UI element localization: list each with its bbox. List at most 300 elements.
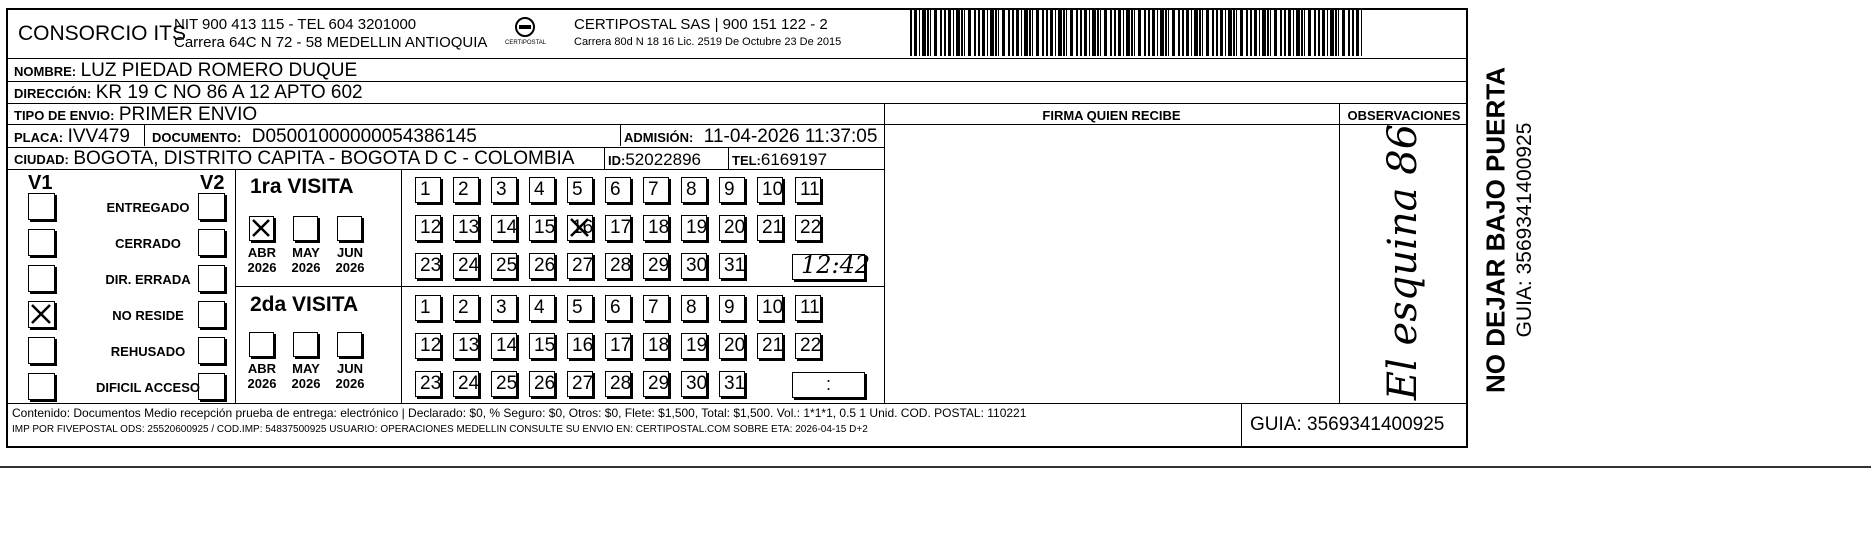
barcode-bar: [1070, 10, 1073, 56]
barcode-bar: [1304, 10, 1305, 56]
barcode-bar: [1322, 10, 1325, 56]
day-number: 18: [648, 335, 670, 356]
day-cell[interactable]: [415, 253, 441, 279]
day-cell[interactable]: [605, 295, 631, 321]
barcode-bar: [1050, 10, 1053, 56]
first-visit-time: 12:42: [801, 251, 871, 279]
day-cell[interactable]: [605, 253, 631, 279]
barcode-bar: [1160, 10, 1164, 56]
id-label: ID:: [608, 153, 626, 168]
barcode-bar: [934, 10, 937, 56]
month-checkbox[interactable]: [249, 332, 274, 357]
day-number: 8: [686, 297, 697, 318]
day-number: 2: [458, 179, 469, 200]
barcode-bar: [1348, 10, 1350, 56]
v2-checkbox[interactable]: [198, 337, 225, 364]
day-number: 13: [458, 217, 480, 238]
day-number: 11: [800, 179, 820, 200]
day-cell[interactable]: [491, 215, 517, 241]
day-cell[interactable]: [491, 177, 517, 203]
divider: [728, 147, 729, 169]
day-number: 19: [686, 217, 708, 238]
barcode-bar: [1131, 10, 1133, 56]
barcode-bar: [974, 10, 976, 56]
carrier-info: CERTIPOSTAL SAS | 900 151 122 - 2: [574, 16, 828, 33]
day-number: 10: [762, 179, 784, 200]
reason-label: REHUSADO: [110, 344, 186, 359]
day-cell[interactable]: [681, 295, 707, 321]
month-checkbox[interactable]: [293, 332, 318, 357]
day-cell[interactable]: [529, 371, 555, 397]
documento-value: D05001000000054386145: [251, 126, 477, 147]
barcode-bar: [968, 10, 971, 56]
day-cell[interactable]: [529, 333, 555, 359]
barcode-bar: [1335, 10, 1337, 56]
day-number: 23: [420, 373, 442, 394]
day-cell[interactable]: [491, 333, 517, 359]
placa-label: PLACA:: [14, 130, 64, 145]
barcode-bar: [940, 10, 942, 56]
barcode-bar: [1199, 10, 1201, 56]
day-number: 2: [458, 297, 469, 318]
x-mark-icon: [250, 217, 273, 240]
day-cell[interactable]: [491, 295, 517, 321]
day-number: 6: [610, 179, 621, 200]
v2-checkbox[interactable]: [198, 301, 225, 328]
barcode-bar: [1233, 10, 1235, 56]
day-number: 9: [724, 297, 735, 318]
firma-label: FIRMA QUIEN RECIBE: [1042, 108, 1181, 123]
tel-row: [732, 150, 827, 170]
barcode-bar: [1178, 10, 1180, 56]
barcode-bar: [1236, 10, 1237, 56]
barcode-bar: [1036, 10, 1039, 56]
barcode-bar: [1202, 10, 1203, 56]
day-cell[interactable]: [529, 295, 555, 321]
day-cell[interactable]: [567, 295, 593, 321]
second-visit-time: :: [825, 374, 831, 394]
day-number: 16: [572, 335, 594, 356]
nombre-label: NOMBRE:: [14, 64, 77, 79]
day-cell[interactable]: [757, 177, 783, 203]
day-number: 27: [572, 373, 594, 394]
barcode-bar: [1126, 10, 1130, 56]
day-cell[interactable]: [719, 295, 745, 321]
barcode-bar: [990, 10, 994, 56]
day-cell[interactable]: [529, 215, 555, 241]
day-cell[interactable]: [605, 371, 631, 397]
day-cell[interactable]: [605, 177, 631, 203]
day-cell[interactable]: [681, 215, 707, 241]
barcode-bar: [1032, 10, 1033, 56]
barcode-bar: [1029, 10, 1031, 56]
barcode-bar: [1134, 10, 1135, 56]
day-cell[interactable]: [795, 295, 821, 321]
barcode-bar: [1254, 10, 1257, 56]
company-nit: NIT 900 413 115 - TEL 604 3201000: [174, 16, 417, 33]
signature-area: [886, 126, 1338, 402]
barcode-bar: [1042, 10, 1044, 56]
day-cell[interactable]: [719, 371, 745, 397]
divider: [6, 58, 1468, 59]
year-label: 2026: [291, 376, 321, 391]
barcode-bar: [1002, 10, 1005, 56]
barcode-bar: [1076, 10, 1078, 56]
v2-label: V2: [200, 172, 225, 194]
day-cell[interactable]: [681, 371, 707, 397]
month-label: MAY: [292, 245, 320, 260]
documento-row: [152, 126, 477, 148]
barcode-bar: [1220, 10, 1223, 56]
year-label: 2026: [291, 260, 321, 275]
barcode-bar: [1356, 10, 1359, 56]
month-checkbox[interactable]: [293, 216, 318, 241]
day-cell[interactable]: [719, 253, 745, 279]
barcode-bar: [1021, 10, 1022, 56]
barcode-bar: [1144, 10, 1146, 56]
divider: [144, 124, 145, 146]
barcode-bar: [982, 10, 985, 56]
v1-checkbox[interactable]: [28, 373, 55, 400]
company-address: Carrera 64C N 72 - 58 MEDELLIN ANTIOQUIA: [174, 34, 488, 51]
day-cell[interactable]: [757, 215, 783, 241]
barcode-bar: [1165, 10, 1167, 56]
reason-label: DIR. ERRADA: [105, 272, 191, 287]
day-number: 19: [686, 335, 708, 356]
year-label: 2026: [247, 260, 277, 275]
day-cell[interactable]: [529, 177, 555, 203]
tipo-envio-label: TIPO DE ENVIO:: [14, 108, 115, 123]
year-label: 2026: [335, 376, 365, 391]
day-number: 21: [762, 217, 784, 238]
day-cell[interactable]: [567, 253, 593, 279]
barcode-bar: [1314, 10, 1316, 56]
second-visit-time-box[interactable]: [792, 372, 865, 398]
divider: [1241, 403, 1242, 447]
ciudad-value: BOGOTA, DISTRITO CAPITA - BOGOTA D C - COLOMBIA: [73, 148, 575, 169]
direccion-row: [14, 82, 363, 104]
day-number: 14: [496, 335, 518, 356]
day-number: 25: [496, 255, 518, 276]
divider: [620, 124, 621, 146]
day-cell[interactable]: [757, 333, 783, 359]
barcode-bar: [1063, 10, 1065, 56]
day-cell[interactable]: [415, 215, 441, 241]
day-number: 16: [572, 217, 594, 238]
certipostal-logo-icon: [505, 15, 545, 51]
day-number: 8: [686, 179, 697, 200]
barcode-bar: [1267, 10, 1269, 56]
barcode-bar: [1206, 10, 1209, 56]
barcode-bar: [1046, 10, 1048, 56]
v2-checkbox[interactable]: [198, 229, 225, 256]
barcode-bar: [998, 10, 999, 56]
v1-checkbox[interactable]: [28, 301, 55, 328]
first-visit-title: 1ra VISITA: [250, 175, 354, 198]
v1-checkbox[interactable]: [28, 193, 55, 220]
v1-checkbox[interactable]: [28, 229, 55, 256]
day-number: 9: [724, 179, 735, 200]
barcode-bar: [1330, 10, 1334, 56]
barcode-bar: [1212, 10, 1214, 56]
barcode-bar: [1084, 10, 1087, 56]
day-number: 23: [420, 255, 442, 276]
day-cell[interactable]: [757, 295, 783, 321]
day-number: 28: [610, 255, 632, 276]
reason-label: CERRADO: [115, 236, 181, 251]
v1-label: V1: [28, 172, 53, 194]
observaciones-handwritten: El esquina 86: [1380, 123, 1426, 401]
v2-checkbox[interactable]: [198, 373, 225, 400]
day-cell[interactable]: [567, 215, 593, 241]
day-number: 11: [800, 297, 820, 318]
nombre-row: [14, 60, 357, 82]
barcode-bar: [919, 10, 920, 56]
day-cell[interactable]: [415, 177, 441, 203]
nombre-value: LUZ PIEDAD ROMERO DUQUE: [80, 60, 358, 81]
tel-value: 6169197: [760, 150, 828, 169]
day-cell[interactable]: [453, 177, 479, 203]
day-cell[interactable]: [643, 177, 669, 203]
day-cell[interactable]: [681, 333, 707, 359]
day-number: 22: [800, 217, 822, 238]
x-mark-icon: [568, 216, 592, 240]
day-number: 29: [648, 255, 670, 276]
barcode-bar: [1246, 10, 1248, 56]
barcode-bar: [944, 10, 946, 56]
day-cell[interactable]: [567, 371, 593, 397]
no-dejar-bajo-puerta: NO DEJAR BAJO PUERTA: [1480, 66, 1511, 394]
day-number: 24: [458, 255, 480, 276]
barcode-bar: [1092, 10, 1096, 56]
barcode-bar: [1270, 10, 1271, 56]
day-number: 12: [420, 335, 442, 356]
day-cell[interactable]: [681, 177, 707, 203]
day-cell[interactable]: [681, 253, 707, 279]
barcode-bar: [1361, 10, 1362, 56]
month-checkbox[interactable]: [337, 216, 362, 241]
day-number: 30: [686, 373, 708, 394]
month-checkbox[interactable]: [249, 216, 274, 241]
barcode-bar: [1157, 10, 1158, 56]
day-number: 5: [572, 297, 583, 318]
day-cell[interactable]: [415, 371, 441, 397]
divider: [6, 124, 1468, 125]
barcode-bar: [922, 10, 926, 56]
day-cell[interactable]: [795, 177, 821, 203]
day-cell[interactable]: [605, 333, 631, 359]
ciudad-label: CIUDAD:: [14, 152, 69, 167]
placa-value: IVV479: [67, 126, 130, 147]
v1-checkbox[interactable]: [28, 265, 55, 292]
barcode-bar: [927, 10, 929, 56]
day-number: 12: [420, 217, 442, 238]
barcode-bar: [1114, 10, 1116, 56]
day-cell[interactable]: [453, 253, 479, 279]
barcode-bar: [1288, 10, 1291, 56]
day-number: 7: [648, 179, 659, 200]
footer-print-info: IMP POR FIVEPOSTAL ODS: 25520600925 / COD.IMP: 54837500925 USUARIO: OPERACIONES MEDELLIN CONSULTE SU ENVIO EN: CERTIPOSTAL.COM SOBRE ETA: 2026-04-15 D+2: [12, 424, 868, 435]
barcode-bar: [1191, 10, 1192, 56]
month-label: ABR: [247, 245, 277, 260]
barcode-bar: [1342, 10, 1345, 56]
month-label: ABR: [247, 361, 277, 376]
barcode-bar: [1080, 10, 1082, 56]
barcode-bar: [1228, 10, 1232, 56]
day-number: 20: [724, 335, 746, 356]
day-number: 15: [534, 217, 556, 238]
day-number: 26: [534, 373, 556, 394]
reason-label: NO RESIDE: [112, 308, 184, 323]
tel-label: TEL:: [732, 153, 761, 168]
logo-caption: CERTIPOSTAL: [505, 40, 547, 46]
day-cell[interactable]: [453, 333, 479, 359]
direccion-label: DIRECCIÓN:: [14, 86, 92, 101]
day-number: 24: [458, 373, 480, 394]
day-cell[interactable]: [643, 215, 669, 241]
day-number: 25: [496, 373, 518, 394]
tipo-envio-row: [14, 104, 257, 126]
ciudad-row: [14, 148, 574, 170]
placa-row: [14, 126, 130, 148]
day-cell[interactable]: [453, 215, 479, 241]
barcode-bar: [1240, 10, 1243, 56]
carrier-license: Carrera 80d N 18 16 Lic. 2519 De Octubre 23 De 2015: [574, 36, 842, 48]
barcode-bar: [1186, 10, 1189, 56]
day-number: 31: [724, 373, 746, 394]
admision-value: 11-04-2026 11:37:05: [703, 126, 878, 147]
barcode-bar: [1172, 10, 1175, 56]
divider: [6, 169, 884, 170]
day-number: 14: [496, 217, 518, 238]
day-cell[interactable]: [529, 253, 555, 279]
day-number: 7: [648, 297, 659, 318]
barcode: [910, 10, 1366, 56]
footer-content: Contenido: Documentos Medio recepción prueba de entrega: electrónico | Declarado: $0, % Seguro: $0, Otros: $0, Flete: $1,500, Total: $1,500. Vol.: 1*1*1, 0.5 1 Unid. COD. POSTAL: 110221: [12, 406, 1027, 420]
v2-checkbox[interactable]: [198, 265, 225, 292]
day-number: 3: [496, 297, 507, 318]
barcode-bar: [1089, 10, 1090, 56]
barcode-bar: [1338, 10, 1339, 56]
day-number: 6: [610, 297, 621, 318]
second-visit-title: 2da VISITA: [250, 293, 359, 316]
month-label: JUN: [336, 361, 363, 376]
day-number: 26: [534, 255, 556, 276]
barcode-bar: [987, 10, 988, 56]
barcode-bar: [1168, 10, 1169, 56]
day-number: 5: [572, 179, 583, 200]
barcode-bar: [1262, 10, 1266, 56]
barcode-bar: [1118, 10, 1121, 56]
barcode-bar: [1100, 10, 1101, 56]
day-cell[interactable]: [719, 333, 745, 359]
barcode-bar: [1259, 10, 1260, 56]
barcode-bar: [1058, 10, 1062, 56]
admision-row: [624, 126, 877, 148]
divider: [604, 147, 605, 169]
barcode-bar: [1012, 10, 1014, 56]
barcode-bar: [1055, 10, 1056, 56]
barcode-bar: [930, 10, 931, 56]
day-cell[interactable]: [491, 253, 517, 279]
day-cell[interactable]: [453, 295, 479, 321]
barcode-bar: [978, 10, 980, 56]
barcode-bar: [1296, 10, 1300, 56]
day-cell[interactable]: [643, 295, 669, 321]
barcode-bar: [1274, 10, 1277, 56]
barcode-bar: [1182, 10, 1184, 56]
barcode-bar: [956, 10, 960, 56]
divider: [6, 403, 1468, 404]
divider: [1339, 103, 1340, 403]
day-cell[interactable]: [719, 177, 745, 203]
day-cell[interactable]: [605, 215, 631, 241]
day-cell[interactable]: [491, 371, 517, 397]
day-number: 4: [534, 179, 545, 200]
year-label: 2026: [335, 260, 365, 275]
documento-label: DOCUMENTO:: [152, 130, 242, 145]
barcode-bar: [1152, 10, 1155, 56]
day-cell[interactable]: [719, 215, 745, 241]
day-number: 4: [534, 297, 545, 318]
day-cell[interactable]: [415, 333, 441, 359]
day-cell[interactable]: [643, 371, 669, 397]
year-label: 2026: [247, 376, 277, 391]
barcode-bar: [1225, 10, 1226, 56]
v1-checkbox[interactable]: [28, 337, 55, 364]
first-visit-time-box[interactable]: [792, 251, 871, 280]
day-cell[interactable]: [567, 177, 593, 203]
day-number: 1: [420, 179, 431, 200]
barcode-bar: [1327, 10, 1328, 56]
day-number: 17: [610, 217, 632, 238]
day-cell[interactable]: [795, 333, 821, 359]
barcode-bar: [1352, 10, 1354, 56]
day-number: 30: [686, 255, 708, 276]
barcode-bar: [1016, 10, 1019, 56]
day-number: 28: [610, 373, 632, 394]
v2-checkbox[interactable]: [198, 193, 225, 220]
day-number: 18: [648, 217, 670, 238]
footer-guia: GUIA: 3569341400925: [1250, 414, 1445, 435]
barcode-bar: [1293, 10, 1294, 56]
barcode-bar: [948, 10, 951, 56]
day-cell[interactable]: [643, 253, 669, 279]
side-guia: GUIA: 3569341400925: [1513, 122, 1536, 338]
day-number: 31: [724, 255, 746, 276]
day-number: 27: [572, 255, 594, 276]
company-name: CONSORCIO ITS: [18, 22, 187, 45]
month-checkbox[interactable]: [337, 332, 362, 357]
barcode-bar: [1097, 10, 1099, 56]
barcode-bar: [1024, 10, 1028, 56]
day-cell[interactable]: [643, 333, 669, 359]
divider: [235, 286, 884, 287]
day-number: 29: [648, 373, 670, 394]
admision-label: ADMISIÓN:: [624, 130, 694, 145]
barcode-bar: [1148, 10, 1150, 56]
barcode-bar: [1250, 10, 1252, 56]
barcode-bar: [961, 10, 963, 56]
barcode-bar: [1110, 10, 1112, 56]
day-cell[interactable]: [795, 215, 821, 241]
day-cell[interactable]: [453, 371, 479, 397]
barcode-bar: [1138, 10, 1141, 56]
day-cell[interactable]: [415, 295, 441, 321]
day-cell[interactable]: [567, 333, 593, 359]
barcode-bar: [1216, 10, 1218, 56]
barcode-bar: [1194, 10, 1198, 56]
